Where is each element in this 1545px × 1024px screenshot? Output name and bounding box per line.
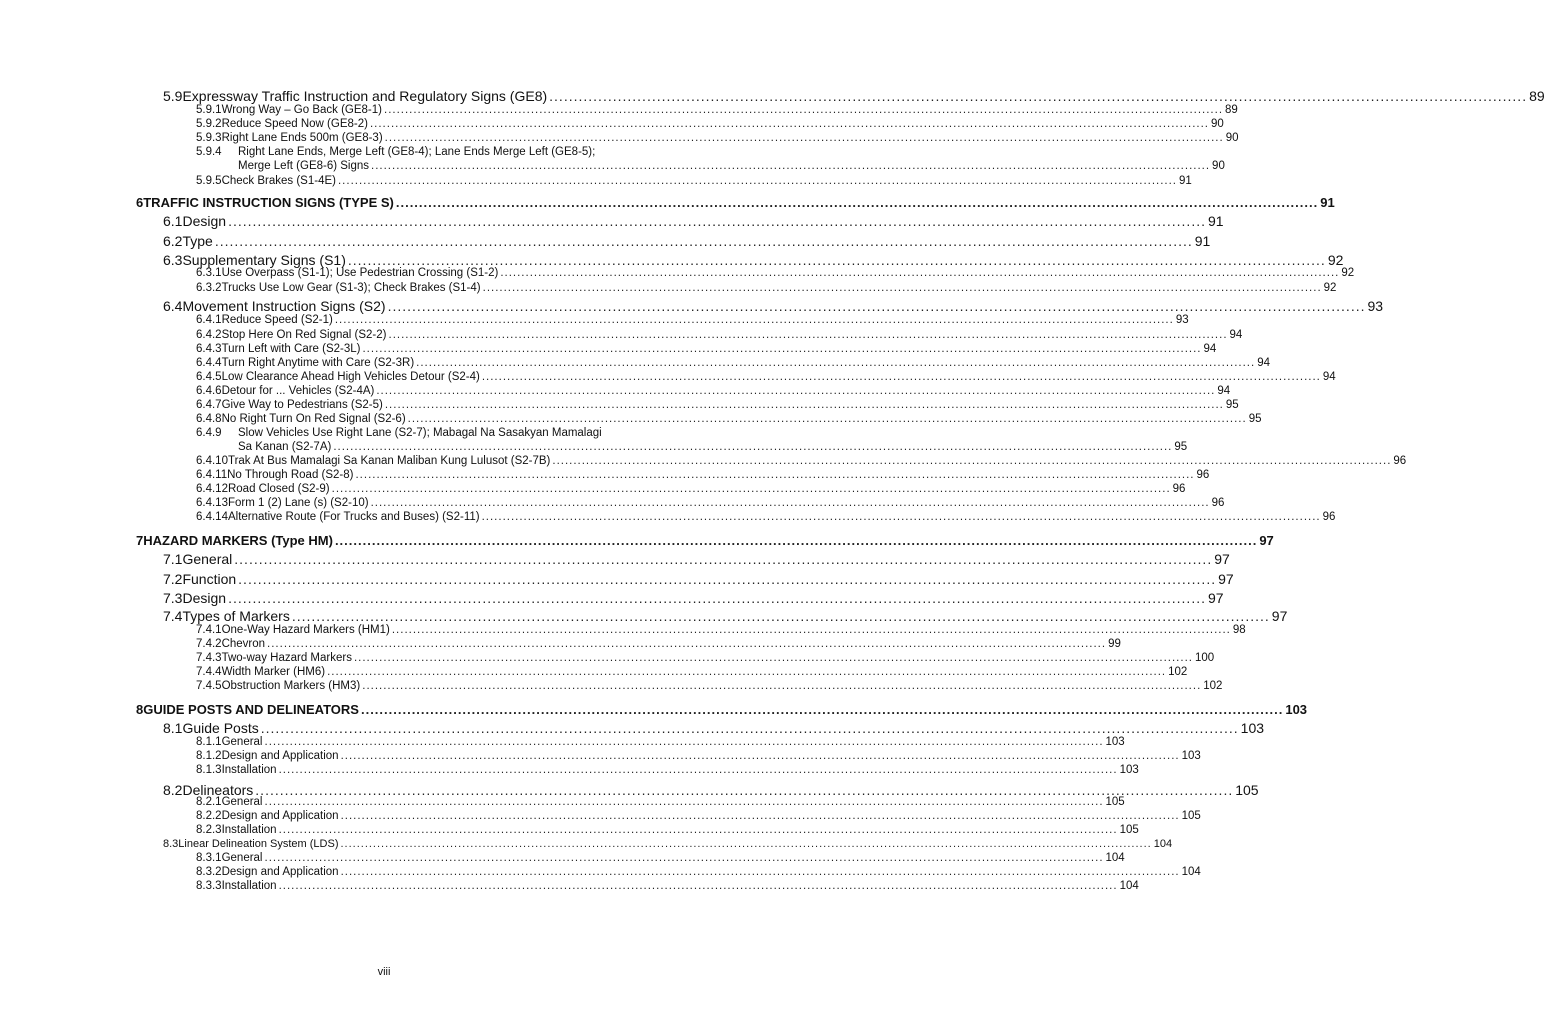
entry-title: No Through Road (S2-8): [227, 469, 354, 481]
page-number: viii: [377, 966, 391, 978]
entry-page: 97: [1271, 608, 1288, 624]
dot-leader: ........................................................................................................................................................................................................: [291, 608, 1270, 624]
toc-entry[interactable]: [196, 371, 1336, 383]
entry-page: 105: [1105, 796, 1125, 808]
entry-title: Supplementary Signs (S1): [182, 252, 346, 268]
toc-entry[interactable]: [196, 427, 652, 439]
dot-leader: ........................................................................................................................................................................................................: [395, 195, 1319, 210]
toc-entry[interactable]: [196, 866, 1201, 878]
toc-entry[interactable]: [163, 551, 1230, 567]
entry-title: Linear Delineation System (LDS): [178, 838, 339, 850]
toc-entry[interactable]: [136, 195, 1335, 210]
dot-leader: ........................................................................................................................................................................................................: [552, 455, 1392, 467]
dot-leader: ........................................................................................................................................................................................................: [340, 750, 1180, 762]
dot-leader: ........................................................................................................................................................................................................: [334, 314, 1174, 326]
dot-leader: ........................................................................................................................................................................................................: [384, 104, 1224, 116]
entry-title: Stop Here On Red Signal (S2-2): [221, 329, 387, 341]
entry-title: Two-way Hazard Markers: [221, 652, 352, 664]
entry-title: Installation: [221, 824, 277, 836]
toc-entry[interactable]: [196, 175, 1192, 187]
entry-title: Use Overpass (S1-1); Use Pedestrian Crossing (S1-2): [221, 267, 499, 279]
toc-entry[interactable]: [196, 413, 1262, 425]
entry-number: 6: [136, 195, 144, 210]
toc-entry[interactable]: [196, 282, 1337, 294]
toc-entry[interactable]: [163, 720, 1265, 736]
entry-number: 6.4.7: [196, 399, 222, 411]
entry-title: Slow Vehicles Use Right Lane (S2-7); Mabagal Na Sasakyan Mamalagi: [238, 427, 602, 439]
toc-entry[interactable]: [196, 357, 1270, 369]
dot-leader: ........................................................................................................................................................................................................: [353, 652, 1193, 664]
toc-entry[interactable]: [163, 838, 1173, 850]
entry-title: Installation: [221, 880, 277, 892]
entry-number: 6.4.9: [196, 427, 222, 439]
entry-page: 90: [1210, 118, 1224, 130]
toc-entry-continuation[interactable]: [238, 160, 1225, 172]
entry-title: Movement Instruction Signs (S2): [182, 298, 386, 314]
entry-number: 8: [136, 702, 144, 717]
dot-leader: ........................................................................................................................................................................................................: [238, 571, 1217, 587]
entry-number: 8.1.3: [196, 764, 222, 776]
entry-title: Right Lane Ends 500m (GE8-3): [221, 132, 383, 144]
toc-entry[interactable]: [196, 852, 1125, 864]
entry-page: 103: [1181, 750, 1201, 762]
toc-entry[interactable]: [136, 533, 1274, 548]
entry-number: 6.4: [163, 298, 183, 314]
dot-leader: ........................................................................................................................................................................................................: [370, 497, 1210, 509]
entry-number: 6.4.4: [196, 357, 222, 369]
dot-leader: ........................................................................................................................................................................................................: [278, 880, 1118, 892]
dot-leader: ........................................................................................................................................................................................................: [260, 720, 1239, 736]
entry-title: Alternative Route (For Trucks and Buses) (S2-11): [227, 511, 480, 523]
entry-title: Width Marker (HM6): [221, 666, 326, 678]
entry-title: Function: [182, 571, 237, 587]
entry-number: 6.4.14: [196, 511, 228, 523]
toc-entry[interactable]: [196, 680, 1223, 692]
entry-number: 5.9.2: [196, 118, 222, 130]
toc-entry[interactable]: [196, 146, 652, 158]
dot-leader: ........................................................................................................................................................................................................: [549, 88, 1528, 104]
entry-number: 5.9.3: [196, 132, 222, 144]
entry-page: 95: [1225, 399, 1239, 411]
entry-page: 105: [1119, 824, 1139, 836]
entry-title: Design: [182, 590, 227, 606]
toc-entry[interactable]: [163, 233, 1211, 249]
toc-entry[interactable]: [196, 750, 1201, 762]
dot-leader: ........................................................................................................................................................................................................: [416, 357, 1256, 369]
toc-entry[interactable]: [196, 511, 1336, 523]
toc-entry[interactable]: [196, 638, 1121, 650]
entry-title: Expressway Traffic Instruction and Regulatory Signs (GE8): [182, 88, 548, 104]
entry-page: 94: [1203, 343, 1217, 355]
entry-title: Form 1 (2) Lane (s) (S2-10): [227, 497, 369, 509]
toc-entry[interactable]: [196, 104, 1238, 116]
dot-leader: ........................................................................................................................................................................................................: [481, 511, 1321, 523]
entry-title: General: [221, 736, 263, 748]
entry-page: 104: [1105, 852, 1125, 864]
entry-title: Check Brakes (S1-4E): [221, 175, 336, 187]
entry-title: Design: [182, 213, 227, 229]
dot-leader: ........................................................................................................................................................................................................: [264, 796, 1104, 808]
entry-page: 104: [1119, 880, 1139, 892]
entry-title: Trucks Use Low Gear (S1-3); Check Brakes (S1-4): [221, 282, 481, 294]
dot-leader: ........................................................................................................................................................................................................: [407, 413, 1247, 425]
entry-title: Right Lane Ends, Merge Left (GE8-4); Lane Ends Merge Left (GE8-5);: [238, 146, 596, 158]
entry-title: GUIDE POSTS AND DELINEATORS: [143, 702, 359, 717]
toc-entry[interactable]: [163, 608, 1288, 624]
entry-number: 6.4.1: [196, 314, 222, 326]
entry-page: 93: [1175, 314, 1189, 326]
entry-page: 105: [1235, 782, 1259, 798]
dot-leader: ........................................................................................................................................................................................................: [334, 533, 1258, 548]
dot-leader: ........................................................................................................................................................................................................: [362, 343, 1202, 355]
toc-entry[interactable]: [196, 455, 1407, 467]
entry-number: 5.9.4: [196, 146, 222, 158]
entry-number: 6.3: [163, 252, 183, 268]
entry-number: 6.4.11: [196, 469, 228, 481]
dot-leader: ........................................................................................................................................................................................................: [264, 736, 1104, 748]
entry-number: 7.4.1: [196, 624, 222, 636]
dot-leader: ........................................................................................................................................................................................................: [388, 329, 1228, 341]
entry-title: Design and Application: [221, 810, 339, 822]
entry-page: 92: [1323, 282, 1337, 294]
entry-title: Give Way to Pedestrians (S2-5): [221, 399, 383, 411]
entry-title: Merge Left (GE8-6) Signs: [238, 160, 370, 172]
entry-page: 95: [1174, 441, 1188, 453]
toc-entry[interactable]: [196, 267, 1355, 279]
entry-title: HAZARD MARKERS (Type HM): [143, 533, 333, 548]
dot-leader: ........................................................................................................................................................................................................: [360, 702, 1284, 717]
entry-number: 8.2.3: [196, 824, 222, 836]
entry-number: 6.4.10: [196, 455, 228, 467]
toc-entry[interactable]: [196, 118, 1224, 130]
toc-entry[interactable]: [163, 252, 1344, 268]
entry-page: 91: [1320, 195, 1335, 210]
dot-leader: ........................................................................................................................................................................................................: [387, 298, 1366, 314]
entry-number: 6.3.1: [196, 267, 222, 279]
entry-number: 6.4.12: [196, 483, 228, 495]
entry-page: 102: [1203, 680, 1223, 692]
entry-page: 102: [1168, 666, 1188, 678]
entry-title: Wrong Way – Go Back (GE8-1): [221, 104, 382, 116]
entry-page: 89: [1225, 104, 1238, 116]
entry-page: 98: [1232, 624, 1246, 636]
entry-page: 103: [1105, 736, 1125, 748]
entry-number: 8.1.1: [196, 736, 222, 748]
dot-leader: ........................................................................................................................................................................................................: [340, 838, 1152, 850]
entry-title: One-Way Hazard Markers (HM1): [221, 624, 390, 636]
dot-leader: ........................................................................................................................................................................................................: [264, 852, 1104, 864]
entry-page: 95: [1248, 413, 1262, 425]
toc-entry[interactable]: [196, 824, 1139, 836]
dot-leader: ........................................................................................................................................................................................................: [347, 252, 1326, 268]
toc-entry[interactable]: [163, 213, 1224, 229]
dot-leader: ........................................................................................................................................................................................................: [384, 399, 1224, 411]
dot-leader: ........................................................................................................................................................................................................: [391, 624, 1231, 636]
entry-number: 7.4.3: [196, 652, 222, 664]
entry-title: Design and Application: [221, 750, 339, 762]
entry-title: Guide Posts: [182, 720, 259, 736]
entry-page: 97: [1218, 571, 1234, 587]
entry-number: 7.3: [163, 590, 183, 606]
toc-entry[interactable]: [196, 469, 1210, 481]
entry-title: Reduce Speed (S2-1): [221, 314, 333, 326]
entry-title: General: [221, 796, 263, 808]
entry-page: 97: [1214, 551, 1230, 567]
entry-number: 6.4.5: [196, 371, 222, 383]
entry-number: 8.3.1: [196, 852, 222, 864]
entry-number: 8.3: [163, 838, 179, 850]
dot-leader: ........................................................................................................................................................................................................: [267, 638, 1107, 650]
entry-number: 6.4.8: [196, 413, 222, 425]
dot-leader: ........................................................................................................................................................................................................: [234, 551, 1213, 567]
entry-number: 7.1: [163, 551, 183, 567]
toc-entry[interactable]: [163, 88, 1545, 104]
entry-number: 7.2: [163, 571, 183, 587]
toc-entry[interactable]: [196, 666, 1188, 678]
dot-leader: ........................................................................................................................................................................................................: [362, 680, 1202, 692]
toc-entry[interactable]: [196, 314, 1189, 326]
entry-title: Turn Right Anytime with Care (S2-3R): [221, 357, 415, 369]
entry-title: General: [221, 852, 263, 864]
entry-number: 6.2: [163, 233, 183, 249]
entry-page: 104: [1181, 866, 1201, 878]
entry-page: 94: [1217, 385, 1231, 397]
entry-page: 103: [1119, 764, 1139, 776]
toc-entry[interactable]: [163, 298, 1384, 314]
entry-title: Sa Kanan (S2-7A): [238, 441, 332, 453]
entry-page: 96: [1211, 497, 1225, 509]
entry-title: Turn Left with Care (S2-3L): [221, 343, 361, 355]
entry-page: 94: [1322, 371, 1336, 383]
entry-title: Reduce Speed Now (GE8-2): [221, 118, 368, 130]
toc-entry[interactable]: [196, 652, 1215, 664]
entry-page: 96: [1322, 511, 1336, 523]
entry-page: 99: [1108, 638, 1121, 650]
toc-entry[interactable]: [196, 483, 1186, 495]
dot-leader: ........................................................................................................................................................................................................: [369, 118, 1209, 130]
toc-entry[interactable]: [196, 810, 1201, 822]
toc-entry[interactable]: [196, 736, 1125, 748]
dot-leader: ........................................................................................................................................................................................................: [340, 810, 1180, 822]
toc-entry[interactable]: [196, 399, 1239, 411]
entry-number: 8.2.1: [196, 796, 222, 808]
dot-leader: ........................................................................................................................................................................................................: [278, 764, 1118, 776]
entry-number: 6.4.2: [196, 329, 222, 341]
dot-leader: ........................................................................................................................................................................................................: [482, 282, 1322, 294]
dot-leader: ........................................................................................................................................................................................................: [331, 483, 1171, 495]
entry-title: No Right Turn On Red Signal (S2-6): [221, 413, 406, 425]
dot-leader: ........................................................................................................................................................................................................: [228, 590, 1206, 606]
entry-page: 93: [1367, 298, 1384, 314]
entry-page: 96: [1196, 469, 1210, 481]
entry-title: Low Clearance Ahead High Vehicles Detour (S2-4): [221, 371, 480, 383]
dot-leader: ........................................................................................................................................................................................................: [355, 469, 1195, 481]
entry-title: TRAFFIC INSTRUCTION SIGNS (TYPE S): [143, 195, 394, 210]
toc-entry[interactable]: [196, 764, 1139, 776]
dot-leader: ........................................................................................................................................................................................................: [371, 160, 1211, 172]
entry-page: 91: [1179, 175, 1192, 187]
entry-number: 6.1: [163, 213, 183, 229]
entry-title: Detour for ... Vehicles (S2-4A): [221, 385, 375, 397]
dot-leader: ........................................................................................................................................................................................................: [337, 175, 1177, 187]
entry-number: 8.1: [163, 720, 183, 736]
entry-page: 91: [1194, 233, 1211, 249]
entry-number: 7.4.4: [196, 666, 222, 678]
entry-number: 6.4.6: [196, 385, 222, 397]
entry-number: 8.2: [163, 782, 183, 798]
toc-entry[interactable]: [196, 385, 1231, 397]
entry-page: 96: [1172, 483, 1186, 495]
entry-title: Types of Markers: [182, 608, 290, 624]
entry-page: 105: [1181, 810, 1201, 822]
entry-number: 7.4.2: [196, 638, 222, 650]
entry-number: 7: [136, 533, 144, 548]
dot-leader: ........................................................................................................................................................................................................: [333, 441, 1173, 453]
dot-leader: ........................................................................................................................................................................................................: [214, 233, 1193, 249]
toc-entry[interactable]: [196, 329, 1243, 341]
entry-title: Delineators: [182, 782, 254, 798]
dot-leader: ........................................................................................................................................................................................................: [340, 866, 1180, 878]
entry-page: 103: [1285, 702, 1308, 717]
entry-page: 92: [1327, 252, 1344, 268]
dot-leader: ........................................................................................................................................................................................................: [384, 132, 1224, 144]
entry-number: 5.9.5: [196, 175, 222, 187]
entry-page: 97: [1208, 590, 1224, 606]
entry-number: 6.4.3: [196, 343, 222, 355]
entry-number: 8.2.2: [196, 810, 222, 822]
toc-entry-continuation[interactable]: [238, 441, 1188, 453]
dot-leader: ........................................................................................................................................................................................................: [376, 385, 1216, 397]
entry-number: 8.3.3: [196, 880, 222, 892]
entry-title: Type: [182, 233, 213, 249]
entry-page: 90: [1212, 160, 1225, 172]
toc-entry[interactable]: [196, 497, 1225, 509]
toc-entry[interactable]: [196, 796, 1125, 808]
toc-entry[interactable]: [136, 702, 1308, 717]
toc-entry[interactable]: [163, 571, 1234, 587]
toc-entry[interactable]: [196, 132, 1239, 144]
entry-title: Obstruction Markers (HM3): [221, 680, 361, 692]
entry-number: 7.4: [163, 608, 183, 624]
dot-leader: ........................................................................................................................................................................................................: [481, 371, 1321, 383]
entry-title: Trak At Bus Mamalagi Sa Kanan Maliban Kung Lulusot (S2-7B): [227, 455, 551, 467]
entry-number: 6.4.13: [196, 497, 228, 509]
dot-leader: ........................................................................................................................................................................................................: [278, 824, 1118, 836]
entry-title: General: [182, 551, 233, 567]
entry-number: 5.9: [163, 88, 183, 104]
entry-number: 7.4.5: [196, 680, 222, 692]
toc-entry[interactable]: [196, 343, 1217, 355]
dot-leader: ........................................................................................................................................................................................................: [255, 782, 1234, 798]
entry-title: Installation: [221, 764, 277, 776]
toc-entry[interactable]: [196, 624, 1246, 636]
dot-leader: ........................................................................................................................................................................................................: [327, 666, 1167, 678]
entry-number: 5.9.1: [196, 104, 222, 116]
entry-number: 8.1.2: [196, 750, 222, 762]
entry-number: 8.3.2: [196, 866, 222, 878]
entry-title: Chevron: [221, 638, 266, 650]
entry-page: 90: [1225, 132, 1239, 144]
entry-page: 92: [1341, 267, 1355, 279]
dot-leader: ........................................................................................................................................................................................................: [500, 267, 1340, 279]
entry-page: 94: [1257, 357, 1270, 369]
entry-title: Road Closed (S2-9): [227, 483, 330, 495]
toc-entry[interactable]: [196, 880, 1139, 892]
toc-entry[interactable]: [163, 590, 1224, 606]
entry-number: 6.3.2: [196, 282, 222, 294]
entry-page: 103: [1240, 720, 1265, 736]
entry-title: Design and Application: [221, 866, 339, 878]
entry-page: 89: [1529, 88, 1545, 104]
dot-leader: ........................................................................................................................................................................................................: [228, 213, 1206, 229]
entry-page: 97: [1259, 533, 1274, 548]
entry-page: 104: [1153, 838, 1173, 850]
entry-page: 91: [1208, 213, 1224, 229]
entry-page: 100: [1194, 652, 1215, 664]
entry-page: 94: [1229, 329, 1243, 341]
entry-page: 96: [1393, 455, 1407, 467]
